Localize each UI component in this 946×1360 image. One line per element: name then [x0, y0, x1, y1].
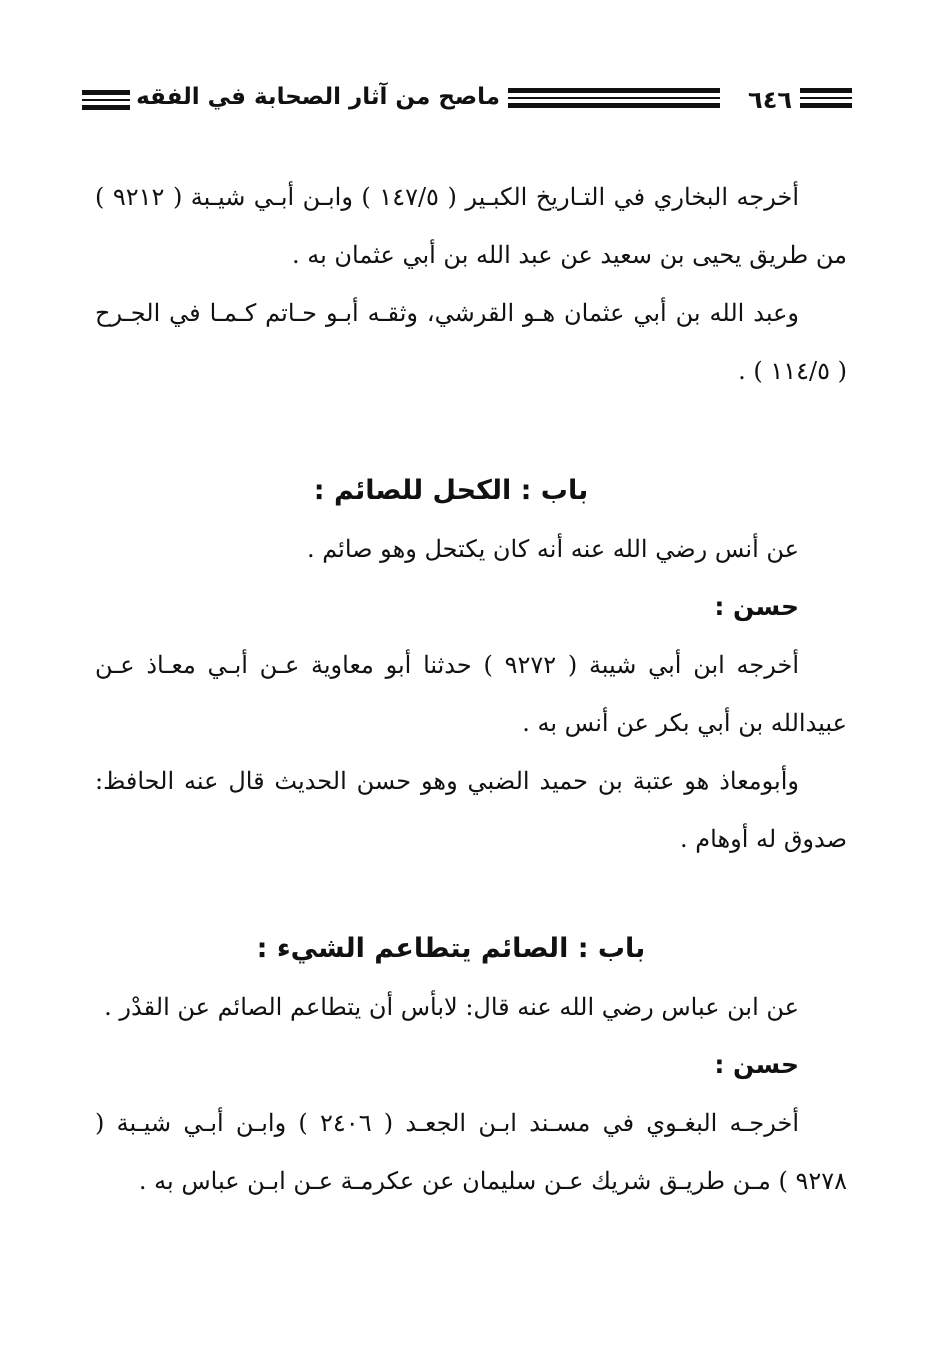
header-rule-left: [82, 90, 130, 110]
hadith-text-anas: عن أنس رضي الله عنه أنه كان يكتحل وهو صائم .: [306, 535, 799, 563]
paragraph-takhrij-ibn-abi-shaybah: أخرجه ابن أبي شيبة ( ٩٢٧٢ ) حدثنا أبو معاوية عـن أبـي معـاذ عـن عبيدالله بن أبي بكر عن أنس به .: [95, 651, 847, 737]
paragraph-takhrij-bukhari: أخرجه البخاري في التـاريخ الكبـير ( ١٤٧/٥ ) وابـن أبـي شيـبة ( ٩٢١٢ ) من طريق يحيى بن سعيد عن عبد الله بن أبي عثمان به .: [95, 183, 847, 269]
page-body: [95, 168, 847, 1210]
hadith-grade-hasan-2: حسن :: [714, 1050, 799, 1079]
section-heading-kohl: باب : الكحل للصائم :: [313, 475, 589, 506]
paragraph-narrator-abu-muadh: وأبومعاذ هو عتبة بن حميد الضبي وهو حسن الحديث قال عنه الحافظ: صدوق له أوهام .: [95, 767, 847, 853]
page-header: [82, 78, 852, 128]
header-rule-right: [800, 88, 852, 108]
paragraph-takhrij-baghawi: أخرجـه البغـوي في مسـند ابـن الجعـد ( ٢٤٠٦ ) وابـن أبـي شيـبة ( ٩٢٧٨ ) مـن طريـق شريك عـن سليمان عن عكرمـة عـن ابـن عباس به .: [95, 1109, 847, 1195]
hadith-grade-hasan: حسن :: [714, 592, 799, 621]
book-title: ماصح من آثار الصحابة في الفقه: [136, 84, 500, 110]
header-rule-middle: [508, 88, 720, 108]
paragraph-narrator-note: وعبد الله بن أبي عثمان هـو القرشي، وثقـه أبـو حـاتم كـمـا في الجـرح ( ١١٤/٥ ) .: [95, 299, 847, 385]
section-heading-tasting: باب : الصائم يتطاعم الشيء :: [256, 933, 646, 964]
page-number: ٦٤٦: [748, 86, 792, 114]
hadith-text-ibn-abbas: عن ابن عباس رضي الله عنه قال: لابأس أن يتطاعم الصائم عن القدْر .: [104, 993, 799, 1021]
